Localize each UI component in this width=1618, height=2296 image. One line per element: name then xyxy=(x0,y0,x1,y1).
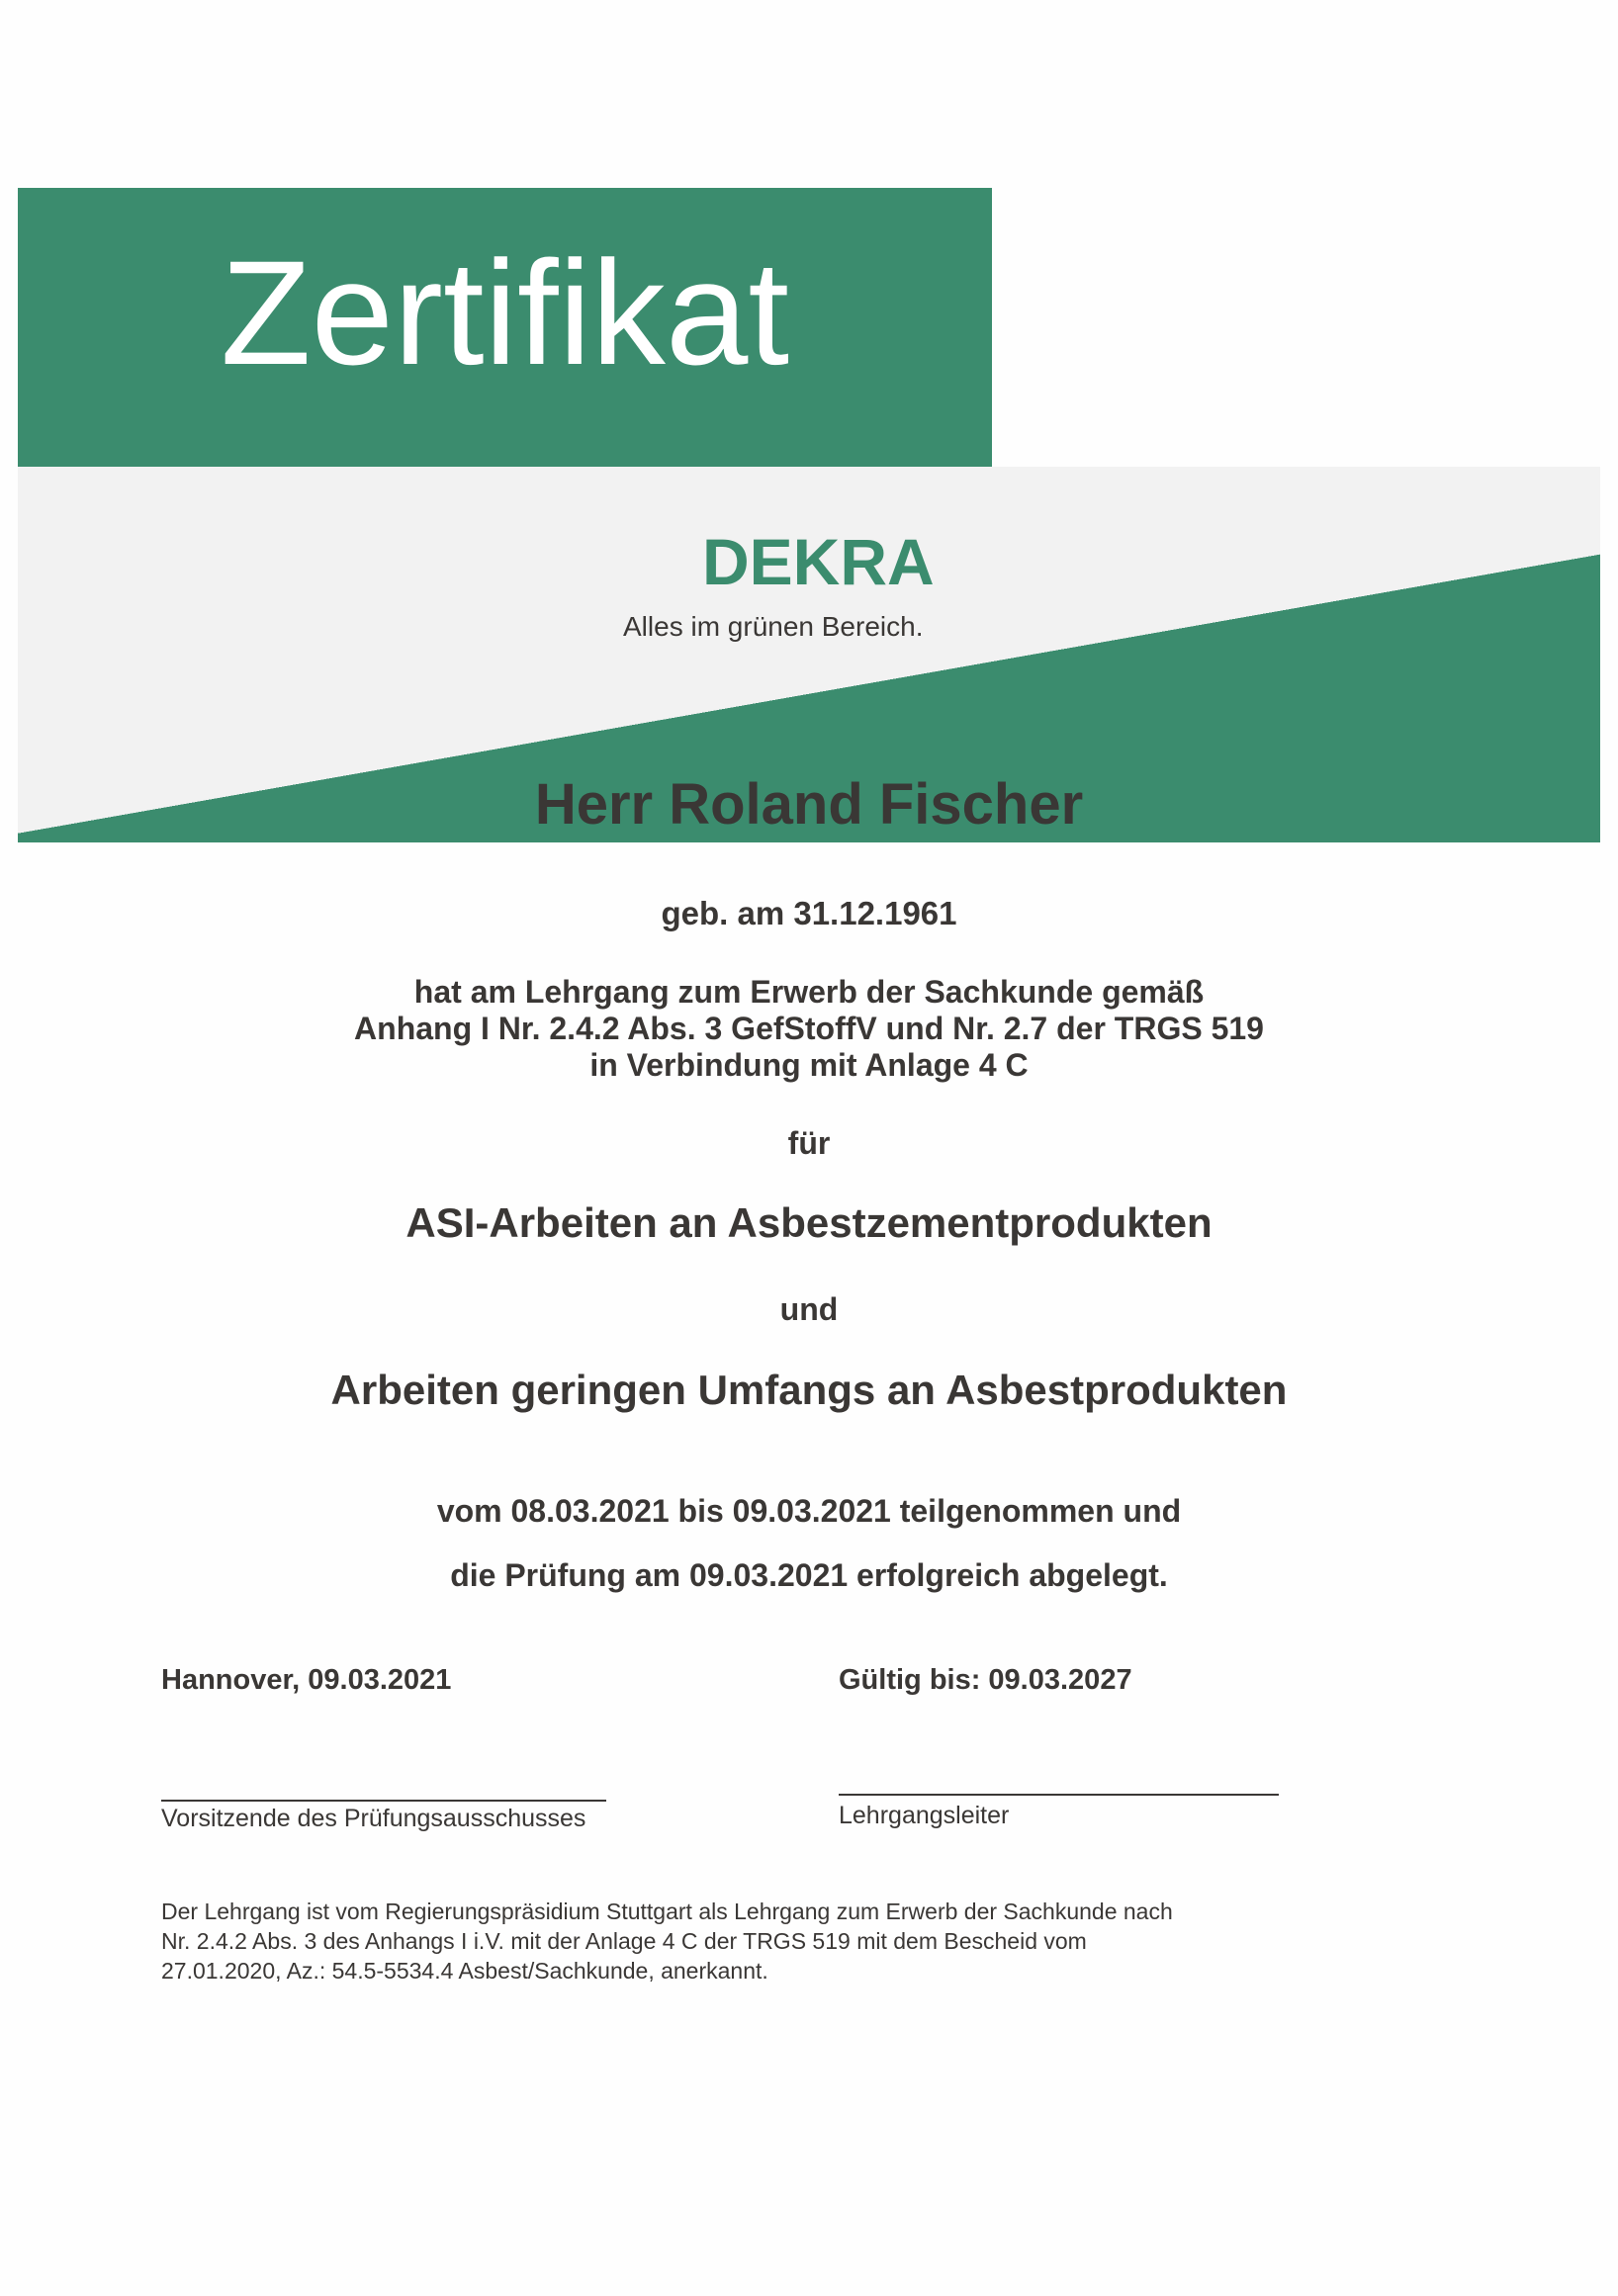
fuer: für xyxy=(787,1125,831,1161)
intro-line-3: in Verbindung mit Anlage 4 C xyxy=(589,1047,1029,1083)
left-role: Vorsitzende des Prüfungsausschusses xyxy=(161,1805,586,1832)
note-line-2: Nr. 2.4.2 Abs. 3 des Anhangs I i.V. mit der Anlage 4 C der TRGS 519 mit dem Bescheid vom xyxy=(161,1928,1087,1954)
note-line-1: Der Lehrgang ist vom Regierungspräsidium Stuttgart als Lehrgang zum Erwerb der Sachkunde nach xyxy=(161,1899,1173,1924)
left-place-date: Hannover, 09.03.2021 xyxy=(161,1664,452,1696)
left-signature-line xyxy=(161,1800,606,1802)
title: Zertifikat xyxy=(220,229,790,396)
right-signature-line xyxy=(839,1794,1279,1796)
dekra-slogan: Alles im grünen Bereich. xyxy=(623,611,924,642)
birth-date: geb. am 31.12.1961 xyxy=(661,895,957,931)
intro-line-1: hat am Lehrgang zum Erwerb der Sachkunde gemäß xyxy=(413,974,1205,1010)
right-role: Lehrgangsleiter xyxy=(839,1802,1010,1829)
exam: die Prüfung am 09.03.2021 erfolgreich abgelegt. xyxy=(450,1557,1168,1593)
course-2: Arbeiten geringen Umfangs an Asbestprodukten xyxy=(330,1367,1288,1413)
intro-line-2: Anhang I Nr. 2.4.2 Abs. 3 GefStoffV und Nr. 2.7 der TRGS 519 xyxy=(354,1011,1264,1046)
period: vom 08.03.2021 bis 09.03.2021 teilgenommen und xyxy=(436,1493,1182,1529)
note-line-3: 27.01.2020, Az.: 54.5-5534.4 Asbest/Sachkunde, anerkannt. xyxy=(161,1958,768,1984)
dekra-wordmark: DEKRA xyxy=(702,525,935,598)
valid-until: Gültig bis: 09.03.2027 xyxy=(839,1664,1132,1696)
course-1: ASI-Arbeiten an Asbestzementprodukten xyxy=(405,1199,1213,1246)
recipient-name: Herr Roland Fischer xyxy=(534,772,1084,837)
und: und xyxy=(779,1291,839,1327)
